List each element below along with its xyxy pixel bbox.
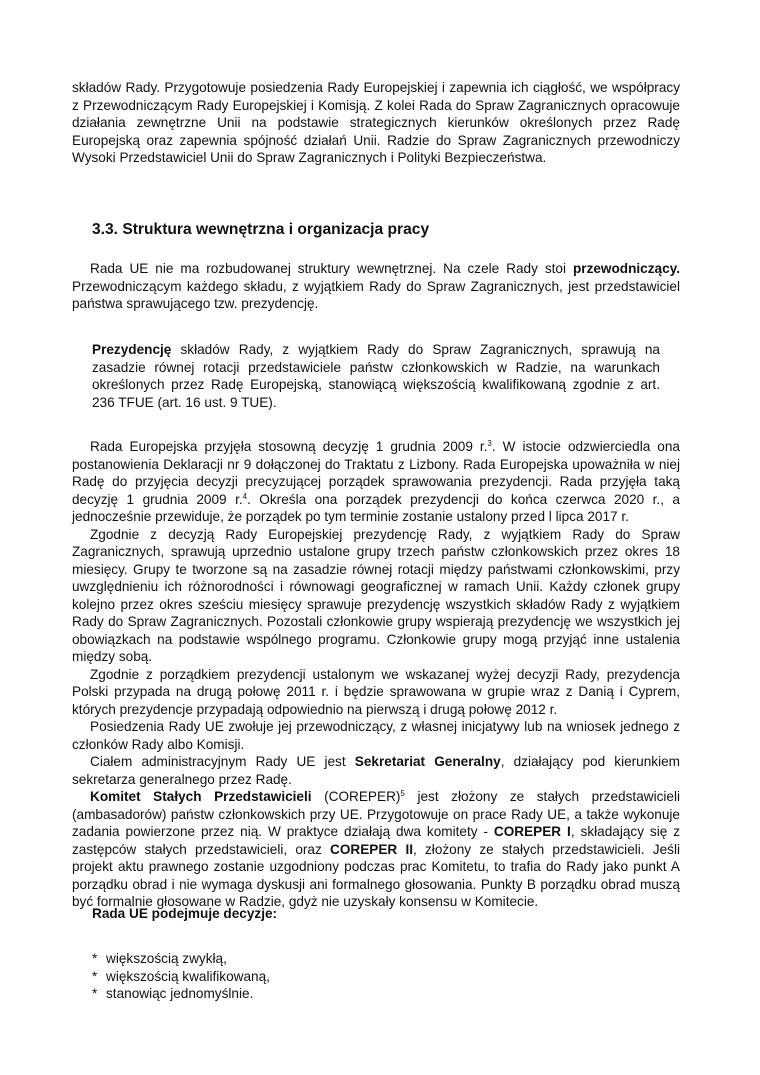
presidency-term: Prezydencję <box>92 342 172 357</box>
paragraph-coreper: Komitet Stałych Przedstawicieli (COREPER)$^5$ jest złożony ze stałych przedstawicieli (ambasadorów) państw członkowskich przy UE. Przygotowuje on prace Rady UE, a także wykonuje zadania powierzone przez nią. W praktyce działają dwa komitety - COREPER I, składający się z zastępców stałych przedstawicieli, oraz COREPER II, złożony ze stałych przedstawicieli. Jeśli projekt aktu prawnego zostanie uzgodniony podczas prac Komitetu, to trafia do Rady jako punkt A porządku obrad i nie wymaga dyskusji ani formalnego głosowania. Punkty B porządku obrad muszą być formalnie głosowane w Radzie, gdyż nie uzyskały konsensu w Komitecie. <box>72 789 681 909</box>
footnote-3[interactable]: 3 <box>487 439 492 448</box>
paragraph-decision: Rada Europejska przyjęła stosowną decyzję 1 grudnia 2009 r.$^3$. W istocie odzwierciedla ona postanowienia Deklaracji nr 9 dołączonej do Traktatu z Lizbony. Rada Europejska upoważniła w niej Radę do przyjęcia decyzji precyzującej porządek sprawowania prezydencji. Rada przyjęła taką decyzję 1 grudnia 2009 r.$^4$. Określa ona porządek prezydencji do końca czerwca 2020 r., a jednocześnie przewiduje, że porządek po tym terminie zostanie ustalony przed l lipca 2017 r. <box>72 439 680 524</box>
list-item: * stanowiąc jednomyślnie. <box>92 986 254 1001</box>
intro-paragraph <box>72 79 680 167</box>
intro-text: składów Rady. Przygotowuje posiedzenia Rady Europejskiej i zapewnia ich ciągłość, we współpracy z Przewodniczącym Rady Europejskiej i Komisją. Z kolei Rada do Spraw Zagranicznych opracowuje działania zewnętrzne Unii na podstawie strategicznych kierunków określonych przez Radę Europejską oraz zapewnia spójność działań Unii. Radzie do Spraw Zagranicznych przewodniczy Wysoki Przedstawiciel Unii do Spraw Zagranicznych i Polityki Bezpieczeństwa. <box>72 80 680 165</box>
bullet-star-icon: * <box>92 951 98 966</box>
bullet-star-icon: * <box>92 986 98 1001</box>
coreper-term: Komitet Stałych Przedstawicieli <box>90 789 312 804</box>
paragraph-meetings: Posiedzenia Rady UE zwołuje jej przewodniczący, z własnej inicjatywy lub na wniosek jednego z członków Rady albo Komisji. <box>72 719 680 752</box>
bullet-star-icon: * <box>92 968 98 984</box>
list-item: * większością kwalifikowaną, <box>92 968 270 984</box>
secretariat-term: Sekretariat Generalny <box>354 754 501 769</box>
footnote-5[interactable]: 5 <box>400 789 405 798</box>
decisions-list <box>92 950 270 1003</box>
structure-text-c: Przewodniczącym każdego składu, z wyjątkiem Rady do Spraw Zagranicznych, jest przedstawiciel państwa sprawującego tzw. prezydencję. <box>72 278 680 311</box>
main-body <box>72 438 680 911</box>
presidency-box <box>92 341 660 411</box>
paragraph-secretariat: Ciałem administracyjnym Rady UE jest Sekretariat Generalny, działający pod kierunkiem sekretarza generalnego przez Radę. <box>72 754 680 787</box>
structure-paragraph <box>72 260 680 313</box>
decisions-heading: Rada UE podejmuje decyzje: <box>92 906 278 921</box>
structure-text-a: Rada UE nie ma rozbudowanej struktury wewnętrznej. Na czele Rady stoi <box>90 261 573 276</box>
presidency-box-text: składów Rady, z wyjątkiem Rady do Spraw Zagranicznych, sprawują na zasadzie równej rotacji przedstawiciele państw członkowskich w Radzie, na warunkach określonych przez Radę Europejską, stanowiącą większością kwalifikowaną zgodnie z art. 236 TFUE (art. 16 ust. 9 TUE). <box>92 342 660 410</box>
footnote-4[interactable]: 4 <box>242 491 248 501</box>
coreper-1-term: COREPER I <box>493 824 571 839</box>
paragraph-poland: Zgodnie z porządkiem prezydencji ustalonym we wskazanej wyżej decyzji Rady, prezydencja Polski przypada na drugą połowę 2011 r. i będzie sprawowana w grupie wraz z Danią i Cyprem, których prezydencje przypadają odpowiednio na pierwszą i drugą połowę 2012 r. <box>72 666 680 717</box>
list-item: * większością zwykłą, <box>92 951 227 966</box>
chairman-term: przewodniczący. <box>572 261 680 276</box>
paragraph-groups: Zgodnie z decyzją Rady Europejskiej prezydencję Rady, z wyjątkiem Rady do Spraw Zagranicznych, sprawują uprzednio ustalone grupy trzech państw członkowskich przez okres 18 miesięcy. Grupy te tworzone są na zasadzie równej rotacji między państwami członkowskimi, przy uwzględnieniu ich różnorodności i równowagi geograficznej w ramach Unii. Każdy członek grupy kolejno przez okres sześciu miesięcy sprawuje prezydencję wszystkich składów Rady z wyjątkiem Rady do Spraw Zagranicznych. Pozostali członkowie grupy wspierają prezydencję we wszystkich jej obowiązkach na podstawie wspólnego programu. Członkowie grupy mogą przyjąć inne ustalenia między sobą. <box>72 526 680 664</box>
coreper-2-term: COREPER II <box>330 841 414 857</box>
section-heading: 3.3. Struktura wewnętrzna i organizacja pracy <box>92 221 430 238</box>
